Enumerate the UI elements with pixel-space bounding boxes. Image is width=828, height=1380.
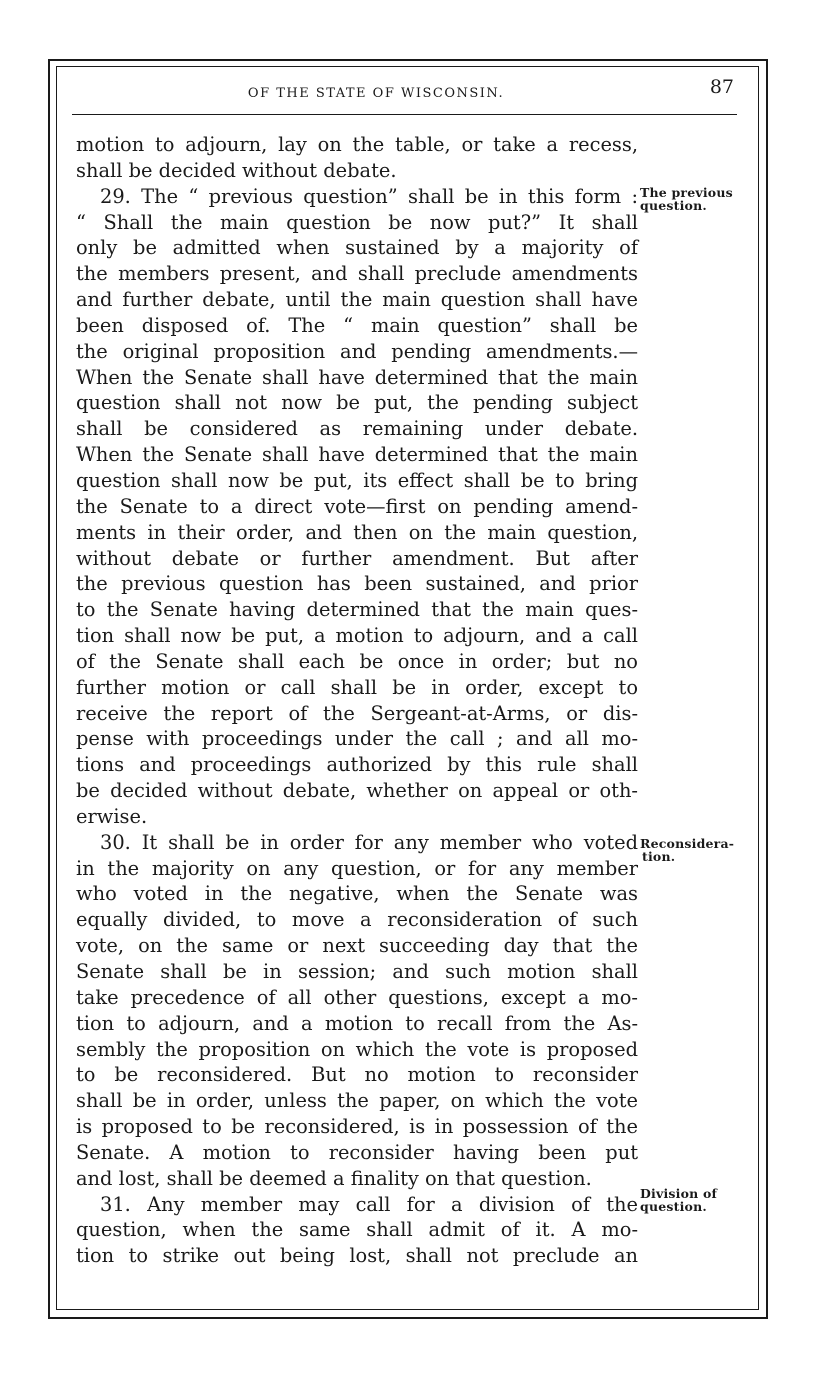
text-line: to be reconsidered. But no motion to reconsider [76, 1063, 638, 1087]
text-line: question, when the same shall admit of it. A mo- [76, 1218, 638, 1242]
text-line: tion shall now be put, a motion to adjourn, and a call [76, 624, 638, 648]
margin-note-previous-question [640, 186, 750, 212]
text-line: the members present, and shall preclude amendments [76, 262, 638, 286]
text-line: further motion or call shall be in order, except to [76, 675, 638, 699]
text-line: be decided without debate, whether on appeal or oth- [76, 779, 638, 803]
text-line: shall be in order, unless the paper, on which the vote [76, 1089, 638, 1113]
text-line: the Senate to a direct vote—first on pending amend- [76, 494, 638, 518]
body-text [76, 132, 638, 1269]
text-line: shall be considered as remaining under debate. [76, 417, 638, 441]
margin-note-line: Division of [640, 1186, 718, 1201]
text-line: take precedence of all other questions, except a mo- [76, 985, 638, 1009]
text-line: vote, on the same or next succeeding day that the [76, 934, 638, 958]
text-line: “ Shall the main question be now put?” It shall [76, 210, 638, 234]
margin-note-line: The previous [640, 185, 733, 200]
header-title: OF THE STATE OF WISCONSIN. [247, 86, 505, 101]
text-line: question shall now be put, its effect shall be to bring [76, 468, 638, 492]
margin-note-line: question. [640, 198, 707, 213]
text-line: receive the report of the Sergeant-at-Arms, or dis- [76, 701, 638, 725]
text-line: is proposed to be reconsidered, is in possession of the [76, 1115, 638, 1139]
text-line: and lost, shall be deemed a finality on that question. [76, 1166, 592, 1190]
text-line: Senate shall be in session; and such motion shall [76, 960, 638, 983]
rule-29-start: 29. The “ previous question” shall be in this form : [100, 184, 638, 208]
margin-note-division [640, 1187, 750, 1213]
margin-note-line: Reconsidera- [640, 836, 735, 851]
text-line: to the Senate having determined that the main ques- [76, 598, 638, 622]
text-line: of the Senate shall each be once in order; but no [76, 649, 638, 673]
rule-31-start: 31. Any member may call for a division of the [100, 1192, 638, 1216]
running-header [72, 76, 740, 108]
text-line: been disposed of. The “ main question” shall be [76, 313, 638, 337]
text-line: ments in their order, and then on the main question, [76, 520, 638, 544]
text-line: tions and proceedings authorized by this rule shall [76, 753, 638, 777]
page-number: 87 [709, 76, 734, 98]
text-line: question shall not now be put, the pending subject [76, 391, 638, 415]
rule-30-start: 30. It shall be in order for any member who voted [100, 830, 638, 854]
text-line: shall be decided without debate. [76, 158, 397, 182]
header-rule [72, 114, 737, 115]
text-line: erwise. [76, 804, 148, 828]
text-line: equally divided, to move a reconsideration of such [76, 908, 638, 932]
text-line: only be admitted when sustained by a majority of [76, 236, 638, 260]
text-line: the original proposition and pending amendments.— [76, 339, 638, 363]
text-line: When the Senate shall have determined that the main [76, 443, 638, 467]
text-line: motion to adjourn, lay on the table, or take a recess, [76, 133, 638, 156]
margin-note-reconsideration [640, 837, 750, 863]
text-line: pense with proceedings under the call ; and all mo- [76, 727, 638, 751]
text-line: sembly the proposition on which the vote is proposed [76, 1037, 638, 1061]
text-line: Senate. A motion to reconsider having been put [76, 1140, 638, 1164]
text-line: and further debate, until the main question shall have [76, 288, 638, 312]
text-line: who voted in the negative, when the Senate was [76, 882, 638, 906]
text-line: tion to strike out being lost, shall not preclude an [76, 1244, 638, 1268]
margin-note-line: question. [640, 1199, 707, 1214]
margin-note-line: tion. [642, 849, 676, 864]
text-line: in the majority on any question, or for any member [76, 856, 638, 880]
text-line: the previous question has been sustained, and prior [76, 572, 638, 596]
text-line: tion to adjourn, and a motion to recall from the As- [76, 1011, 638, 1035]
text-line: When the Senate shall have determined that the main [76, 365, 638, 389]
text-line: without debate or further amendment. But after [76, 546, 638, 570]
